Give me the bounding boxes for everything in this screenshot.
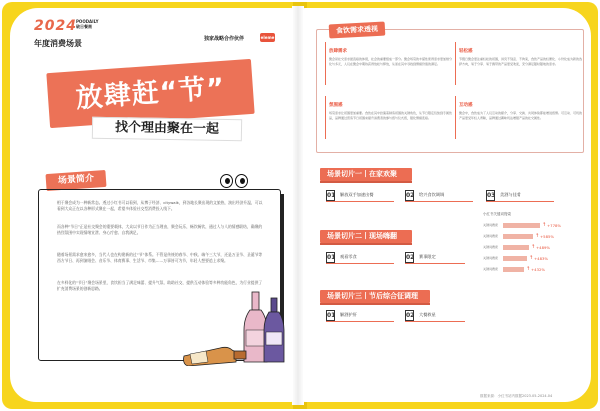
insight-card-body: 聚会中，食饮成为了人们互动的媒介，分享、交换、共同体验都能增进感情。可互动、可玩的产品更受年轻人青睐，品牌通过趣味玩法增强产品的社交属性。 — [459, 111, 583, 120]
scene-item-label: 观看零食 — [340, 254, 357, 259]
partner-logo: eleme — [260, 35, 275, 40]
trend-value: +778% — [547, 223, 562, 228]
insight-card — [325, 42, 453, 85]
insight-card-title: 氛围感 — [329, 103, 343, 108]
hero-title: 放肆赶“节” — [74, 72, 227, 115]
insight-card-body: 聚会是社交需求最直接的体现，社会的重要组成一部分。聚会场景的丰富性使得需求更加细分化与多元，人们在聚会中期待获得放松与释放，从而在其中寻找到情绪价值的满足。 — [329, 57, 453, 66]
scene-item-num: 02 — [406, 312, 415, 319]
intro-paragraph: 相于聚会成为一种新常态。透过小红书可以看到，从博子经济、citywalk，到各地长聚出现的文旅热，演出经济升温，可以看到大众正在以各种形式聚在一起，希望多体验社交型消费投入线下。 — [57, 200, 263, 211]
trend-title: 小红书关键词搜索 — [483, 212, 511, 216]
scene-item — [326, 310, 394, 322]
eye-left-icon — [220, 174, 233, 188]
eyes-icon — [220, 172, 250, 190]
scene-item-num: 01 — [327, 254, 336, 261]
insight-card-title: 放肆需求 — [329, 49, 347, 54]
scene-item-label: 给兴食饮调调 — [419, 192, 445, 197]
scene-item-num: 03 — [487, 192, 496, 199]
brand-mini-line1: POODAILY — [76, 19, 99, 24]
intro-paragraph: 而各种“节日”正是社交聚会的重要载体，大众以节日作为正当理由，聚会玩乐，畅饮畅饮，通过人与人的情感联结，确聚的热烈氛围中实现情绪宣泄、身心疗愈、自我满足。 — [57, 224, 263, 235]
brand-mini-line2: 破日餐商 — [76, 24, 92, 29]
trend-value: +483% — [534, 256, 549, 261]
scene-item-label: 美酒与佳肴 — [500, 192, 521, 197]
intro-paragraph: 随着场景需求愈来愈多，当代人也在构建新的过“节”体系。不管是传统的春节、中秋、端午三大节，还是万圣节、圣诞节等西方节日、再到演唱会、音乐节、体育赛事、生活节、市集……万事皆可为节，年轻人想要追上求聚。 — [57, 252, 263, 263]
scene-item — [486, 190, 554, 202]
insight-card — [455, 96, 583, 139]
up-arrow-icon: ↑ — [542, 222, 547, 228]
hero-subtitle: 找个理由聚在一起 — [92, 117, 242, 142]
trend-bar — [503, 267, 524, 272]
trend-bar — [503, 223, 540, 228]
trend-label: 关键词搜索 — [483, 234, 499, 238]
partner-label: 独家战略合作伙伴 — [204, 36, 245, 42]
up-arrow-icon: ↑ — [535, 233, 540, 239]
trend-label: 关键词搜索 — [483, 256, 499, 260]
brand-subtitle: 年度消费场景 — [34, 39, 82, 48]
purple-bottle-icon — [264, 298, 284, 362]
trend-value: +432% — [531, 267, 546, 272]
insight-grid — [316, 29, 584, 153]
insight-card-title: 互动感 — [459, 103, 473, 108]
brand-year: 2024 — [34, 18, 77, 34]
trend-value: +489% — [536, 245, 551, 250]
intro-paragraph: 在多样化的“节日”聚会场景里，食饮担当了满足味蕾、提升气氛、助助社交、提供互动体验等多种功能角色，为行业提供了扩充消费场景的创新思路。 — [57, 280, 263, 291]
scene-item-label: 解酒护肝 — [340, 312, 357, 317]
scene-item-num: 01 — [327, 192, 336, 199]
scene-item-label: 大餐救星 — [419, 312, 436, 317]
scene-item — [405, 310, 465, 322]
up-arrow-icon: ↑ — [531, 244, 536, 250]
scene-item-label: 赛事限定 — [419, 254, 436, 259]
section-header: 场景切片二丨现场嗨翻 — [320, 230, 412, 243]
insight-card — [325, 96, 453, 139]
insight-card-title: 轻松感 — [459, 49, 473, 54]
intro-title: 场景简介 — [45, 170, 106, 191]
trend-value: +585% — [540, 234, 555, 239]
trend-bar — [503, 245, 529, 250]
insights-title: 食饮需求透视 — [329, 22, 386, 39]
scene-item — [405, 190, 473, 202]
eye-right-icon — [235, 174, 248, 188]
scene-item-label: 解放双手加速出餐 — [340, 192, 374, 197]
scene-item — [326, 190, 394, 202]
pink-bottle-icon — [244, 292, 267, 362]
scene-item-num: 01 — [327, 312, 336, 319]
brand-logo — [34, 18, 114, 48]
scene-item-num: 02 — [406, 192, 415, 199]
scene-item-num: 02 — [406, 254, 415, 261]
brand-mini — [76, 19, 98, 29]
section-header: 场景切片一丨在家欢聚 — [320, 168, 412, 181]
scene-item — [405, 252, 465, 264]
insight-card — [455, 42, 583, 85]
lying-bottle-icon — [184, 347, 247, 366]
scene-item — [326, 252, 394, 264]
trend-label: 关键词搜索 — [483, 267, 499, 271]
trend-label: 关键词搜索 — [483, 223, 499, 227]
insight-card-body: 节假日聚会更注重轻松的氛围，讲究不刻意、不拘束，食饮产品的轻便化、小份化成为新的选择方向，易于分享、易于携带的产品更受欢迎，充分满足随时随地的需求。 — [459, 57, 583, 66]
footer-source: 数据来源：小红书站内数据2023.05-2024.04 — [480, 394, 553, 398]
up-arrow-icon: ↑ — [529, 255, 534, 261]
insight-card-body: 场景需求让氛围更加重要。食饮在其中扮演着制造氛围的关键角色，从节日限定包装到专属饮品，品牌通过营造节日氛围来提升消费者的参与感与仪式感，强化情绪连接。 — [329, 111, 453, 120]
section-header: 场景切片三丨节后综合征调理 — [320, 290, 430, 303]
trend-bar — [503, 256, 527, 261]
trend-bar — [503, 234, 533, 239]
trend-label: 关键词搜索 — [483, 245, 499, 249]
up-arrow-icon: ↑ — [526, 266, 531, 272]
bottles-illustration — [180, 290, 292, 366]
